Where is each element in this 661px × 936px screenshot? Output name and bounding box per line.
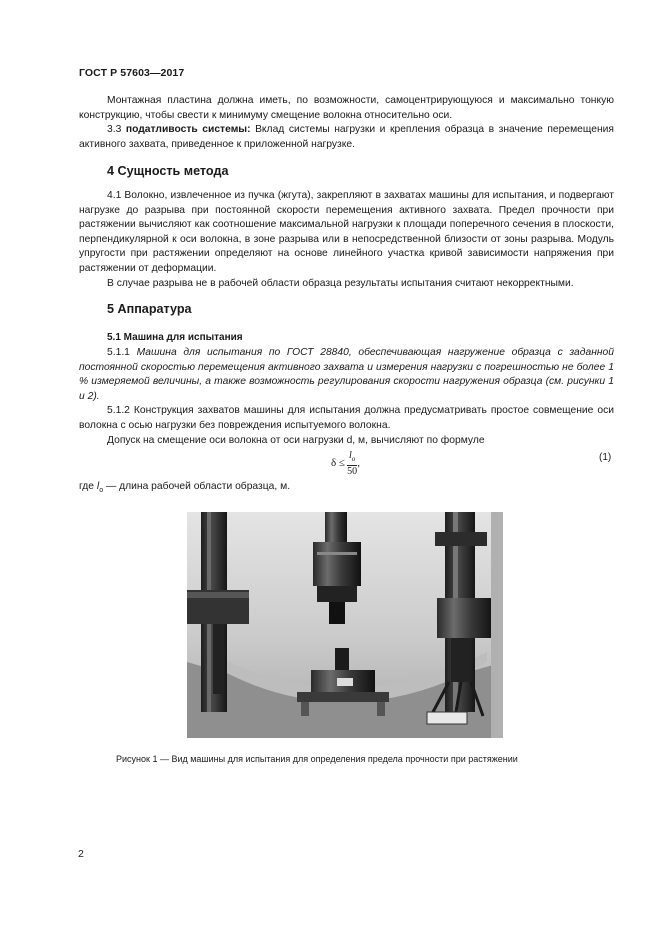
where-symbol-sub: о bbox=[99, 487, 104, 495]
definition-text: Вклад системы нагрузки и крепления образца в значение перемещения активного захвата, приведенное к приложенной нагрузке. bbox=[79, 124, 614, 150]
upper-grip-body bbox=[313, 542, 361, 586]
definition-paragraph bbox=[79, 123, 614, 152]
definition-term: податливость системы: bbox=[125, 124, 251, 136]
section-5-heading: 5 Аппаратура bbox=[107, 302, 192, 316]
where-symbol: l bbox=[96, 481, 100, 492]
label-plate bbox=[427, 712, 467, 724]
paragraph-5-1-1 bbox=[79, 346, 614, 404]
section-4-heading: 4 Сущность метода bbox=[107, 164, 229, 178]
section-4-body bbox=[79, 189, 614, 291]
paragraph-5-1-2: 5.1.2 Конструкция захватов машины для испытания должна предусматривать простое совмещение оси волокна с осью нагрузки без повреждения испытуемого волокна. bbox=[79, 405, 614, 431]
paragraph-5-1-1-text: Машина для испытания по ГОСТ 28840, обеспечивающая нагружение образца с заданной постоянной скоростью перемещения активного захвата и измерения нагрузки с погрешностью не более 1 % измеряемой величины, а также возможность регулирования скорости нагружения образца (см. рисунки 1 и 2). bbox=[79, 347, 614, 402]
page-number: 2 bbox=[78, 848, 84, 860]
tolerance-paragraph: Допуск на смещение оси волокна от оси нагрузки d, м, вычисляют по формуле bbox=[107, 434, 485, 446]
lower-grip-rod bbox=[335, 648, 349, 670]
formula-numerator-symbol: l bbox=[348, 450, 352, 461]
where-text: — длина рабочей области образца, м. bbox=[103, 481, 291, 492]
definition-number: 3.3 bbox=[107, 124, 122, 136]
intro-paragraph: Монтажная пластина должна иметь, по возможности, самоцентрирующуюся и максимально тонкую конструкцию, чтобы свести к минимуму смещение волокна относительно оси. bbox=[79, 95, 614, 121]
upper-grip-rod bbox=[325, 512, 347, 542]
formula-1 bbox=[331, 450, 360, 477]
section-5-body bbox=[79, 346, 614, 448]
formula-fraction bbox=[347, 450, 357, 477]
right-clamp-block bbox=[437, 598, 493, 638]
formula-denominator: 50 bbox=[347, 466, 358, 477]
where-prefix: где bbox=[79, 481, 97, 492]
where-line bbox=[79, 480, 290, 499]
formula-number: (1) bbox=[599, 452, 612, 463]
formula-numerator-sub: о bbox=[351, 455, 356, 463]
subsection-5-1-heading: 5.1 Машина для испытания bbox=[107, 332, 243, 343]
formula-numerator bbox=[347, 450, 357, 466]
paragraph-5-1-1-number: 5.1.1 bbox=[107, 347, 130, 358]
section-4-paragraph-1: 4.1 Волокно, извлеченное из пучка (жгута), закрепляют в захватах машины для испытания, и подвергают нагрузке до разрыва при постоянной скорости перемещения активного захвата. Предел прочности при растяжении вычисляют как соотношение максимальной нагрузки к площади поперечного сечения в плоскости, перпендикулярной к оси волокна, в зоне разрыва или в непосредственной близости от зоны разрыва. Модуль упругости при растяжении определяют на основе линейного участка кривой зависимости напряжения при растяжении от деформации. bbox=[79, 190, 614, 274]
section-4-paragraph-2: В случае разрыва не в рабочей области образца результаты испытания считают некорректными. bbox=[107, 277, 574, 289]
figure-1-photo bbox=[187, 512, 503, 738]
testing-machine-image bbox=[187, 512, 503, 738]
figure-1-caption: Рисунок 1 — Вид машины для испытания для определения предела прочности при растяжении bbox=[116, 754, 518, 764]
formula-lhs: δ ≤ bbox=[331, 457, 345, 470]
formula-tail: , bbox=[357, 457, 361, 470]
intro-block bbox=[79, 94, 614, 152]
document-header: ГОСТ Р 57603—2017 bbox=[79, 67, 185, 79]
